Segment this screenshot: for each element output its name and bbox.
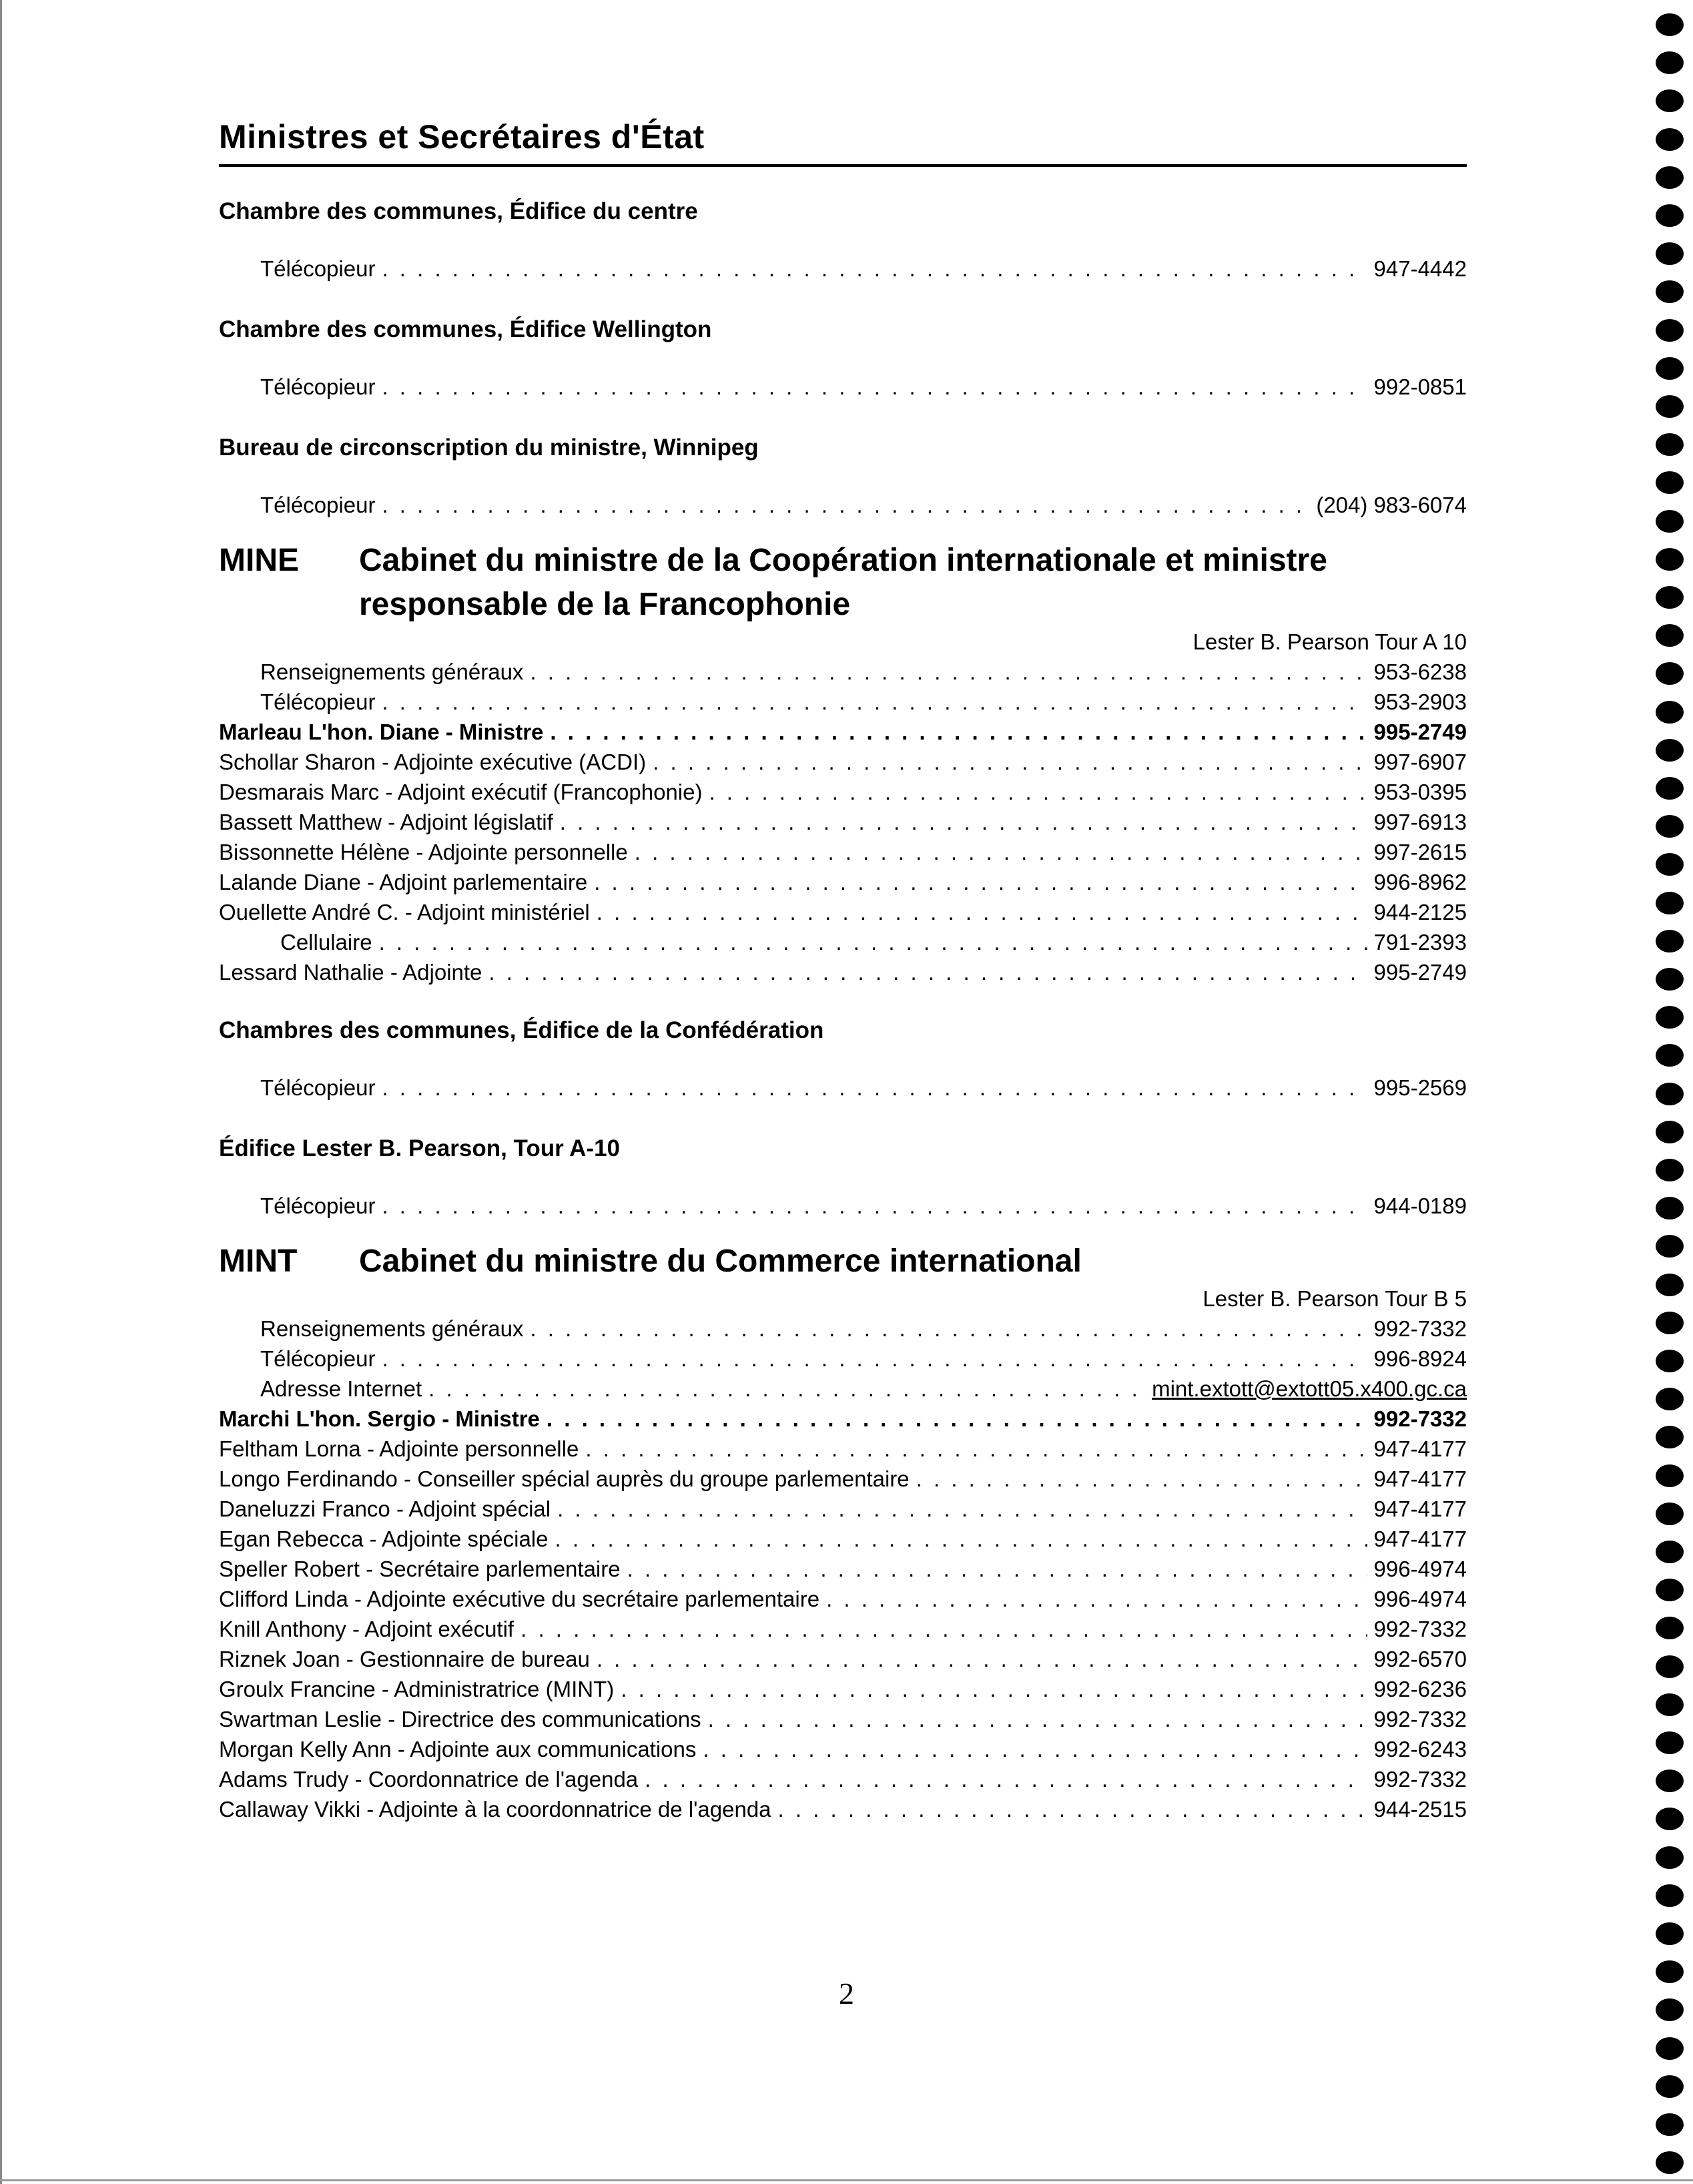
row-phone: 992-6570 [1373,1647,1467,1671]
binding-hole [1656,1579,1684,1601]
binding-hole [1656,2037,1684,2060]
dot-leader [382,490,1309,520]
dot-leader [379,927,1367,957]
row-label: Longo Ferdinando - Conseiller spécial auprès du groupe parlementaire [219,1466,910,1491]
org-code: MINT [219,1244,298,1279]
dot-leader [555,1524,1367,1554]
binding-hole [1656,166,1684,189]
subsection-winnipeg-block [219,431,1467,520]
directory-row [219,1614,1467,1644]
dot-leader [653,747,1367,777]
binding-holes [1652,0,1689,2184]
row-phone: (204) 983-6074 [1316,493,1467,517]
row-phone: 995-2569 [1373,1075,1467,1100]
row-phone: 953-6238 [1373,659,1467,684]
row-phone: 791-2393 [1373,930,1467,954]
binding-hole [1656,1541,1684,1563]
row-label: Ouellette André C. - Adjoint ministériel [219,900,590,924]
binding-hole [1656,1884,1684,1907]
directory-row [219,1524,1467,1554]
org-heading [219,1240,1467,1284]
binding-hole [1656,701,1684,724]
fax-row [219,1191,1467,1221]
subsection-heading: Chambre des communes, Édifice Wellington [219,316,712,342]
dot-leader [530,657,1367,687]
row-phone: 947-4442 [1373,256,1467,281]
directory-row [219,1674,1467,1704]
row-label: Speller Robert - Secrétaire parlementaire [219,1557,621,1581]
subsection-pearson-block [219,1132,1467,1221]
binding-hole [1656,662,1684,685]
dot-leader [594,867,1367,897]
row-phone: 953-0395 [1373,780,1467,804]
binding-hole [1656,1846,1684,1869]
row-label: Bissonnette Hélène - Adjointe personnelle [219,840,628,864]
directory-row [219,1584,1467,1614]
binding-hole [1656,1998,1684,2021]
binding-hole [1656,853,1684,876]
row-label: Adams Trudy - Coordonnatrice de l'agenda [219,1767,639,1792]
binding-hole [1656,242,1684,265]
directory-row [219,1704,1467,1734]
subsection-heading: Chambre des communes, Édifice du centre [219,198,698,224]
dot-leader [645,1764,1367,1794]
row-label: Swartman Leslie - Directrice des communications [219,1707,701,1731]
row-phone: 992-7332 [1373,1767,1467,1792]
row-phone: 995-2749 [1373,720,1467,744]
binding-hole [1656,1769,1684,1792]
directory-row [219,1764,1467,1794]
dot-leader [708,1704,1367,1734]
binding-hole [1656,1388,1684,1410]
org-code: MINE [219,543,299,578]
internet-address-link[interactable]: mint.extott@extott05.x400.gc.ca [1152,1376,1467,1401]
binding-hole [1656,1922,1684,1945]
directory-row [219,1644,1467,1674]
page-number: 2 [839,1976,854,2010]
org-name: Cabinet du ministre du Commerce international [359,1244,1082,1279]
directory-row [219,837,1467,867]
dot-leader [597,1644,1367,1674]
row-phone: 992-7332 [1373,1617,1467,1641]
binding-hole [1656,548,1684,571]
binding-hole [1656,1693,1684,1716]
fax-row [219,1073,1467,1103]
binding-hole [1656,1312,1684,1334]
dot-leader [382,1191,1367,1221]
org-location: Lester B. Pearson Tour A 10 [1193,629,1467,654]
row-label: Callaway Vikki - Adjointe à la coordonnatrice de l'agenda [219,1797,771,1822]
binding-hole [1656,1464,1684,1487]
dot-leader [547,1404,1367,1434]
row-label: Knill Anthony - Adjoint exécutif [219,1617,515,1641]
directory-row [219,747,1467,777]
binding-hole [1656,1121,1684,1143]
row-label: Marleau L'hon. Diane - Ministre [219,720,544,744]
fax-row [219,254,1467,284]
row-label: Morgan Kelly Ann - Adjointe aux communications [219,1737,697,1761]
row-phone: 947-4177 [1373,1527,1467,1551]
row-label: Télécopieur [260,256,376,281]
directory-row [219,957,1467,987]
row-phone: 953-2903 [1373,690,1467,714]
dot-leader [382,372,1367,402]
directory-row [219,807,1467,837]
binding-hole [1656,1083,1684,1105]
directory-row [219,777,1467,807]
row-phone: 996-8962 [1373,870,1467,894]
row-phone: 992-6236 [1373,1677,1467,1701]
dot-leader [382,1073,1367,1103]
dot-leader [521,1614,1367,1644]
fax-row [219,372,1467,402]
binding-hole [1656,1235,1684,1258]
dot-leader [778,1794,1367,1824]
binding-hole [1656,930,1684,952]
row-label: Lalande Diane - Adjoint parlementaire [219,870,588,894]
directory-row [219,897,1467,927]
binding-hole [1656,2075,1684,2098]
org-section-mint [219,1240,1467,1824]
dot-leader [550,717,1367,747]
dot-leader [585,1434,1367,1464]
binding-hole [1656,395,1684,418]
row-label: Renseignements généraux [260,1316,524,1341]
row-phone: 944-0189 [1373,1193,1467,1218]
directory-row [219,867,1467,897]
subsection-wellington-block [219,313,1467,402]
binding-hole [1656,1274,1684,1296]
dot-leader [382,254,1367,284]
binding-hole [1656,1731,1684,1754]
row-phone: 947-4177 [1373,1496,1467,1521]
subsection-heading: Édifice Lester B. Pearson, Tour A-10 [219,1135,620,1161]
row-phone: 944-2515 [1373,1797,1467,1822]
dot-leader [557,1494,1367,1524]
directory-row [219,927,1467,957]
scan-edge-line [0,0,2,2184]
dot-leader [709,777,1367,807]
binding-hole [1656,1617,1684,1639]
row-phone: 995-2749 [1373,960,1467,985]
row-label: Daneluzzi Franco - Adjoint spécial [219,1496,551,1521]
row-label: Marchi L'hon. Sergio - Ministre [219,1406,540,1431]
dot-leader [635,837,1367,867]
dot-leader [597,897,1367,927]
binding-hole [1656,357,1684,380]
binding-hole [1656,13,1684,36]
dot-leader [428,1374,1145,1404]
row-phone: 992-7332 [1373,1406,1467,1431]
dot-leader [382,687,1367,717]
org-heading [219,539,1467,627]
row-label: Télécopieur [260,690,376,714]
row-label: Egan Rebecca - Adjointe spéciale [219,1527,549,1551]
binding-hole [1656,815,1684,838]
row-label: Groulx Francine - Administratrice (MINT) [219,1677,615,1701]
binding-hole [1656,1960,1684,1983]
row-label: Clifford Linda - Adjointe exécutive du secrétaire parlementaire [219,1587,820,1611]
binding-hole [1656,968,1684,991]
binding-hole [1656,1350,1684,1372]
dot-leader [530,1314,1367,1344]
row-label: Télécopieur [260,1193,376,1218]
row-label: Télécopieur [260,493,376,517]
directory-row [219,1494,1467,1524]
row-label: Bassett Matthew - Adjoint législatif [219,810,553,834]
binding-hole [1656,624,1684,647]
row-label: Adresse Internet [260,1376,422,1401]
binding-hole [1656,51,1684,74]
binding-hole [1656,1006,1684,1029]
binding-hole [1656,777,1684,800]
row-phone: 992-7332 [1373,1316,1467,1341]
row-phone: 997-6913 [1373,810,1467,834]
subsection-confederation-block [219,1014,1467,1103]
directory-row [219,687,1467,717]
row-label: Télécopieur [260,374,376,399]
page-title: Ministres et Secrétaires d'État [219,113,1467,167]
binding-hole [1656,204,1684,227]
directory-row [219,717,1467,747]
row-phone: 996-4974 [1373,1587,1467,1611]
binding-hole [1656,1426,1684,1448]
page-content [219,113,1467,1827]
row-label: Schollar Sharon - Adjointe exécutive (ACDI) [219,750,647,774]
directory-row [219,1794,1467,1824]
dot-leader [488,957,1367,987]
binding-hole [1656,1197,1684,1219]
row-phone: 997-6907 [1373,750,1467,774]
row-label: Cellulaire [280,930,372,954]
dot-leader [560,807,1367,837]
directory-row [219,1374,1467,1404]
row-phone: 996-8924 [1373,1346,1467,1371]
row-phone: 992-6243 [1373,1737,1467,1761]
dot-leader [703,1734,1367,1764]
dot-leader [826,1584,1367,1614]
directory-row [219,1554,1467,1584]
row-phone: 947-4177 [1373,1466,1467,1491]
subsection-centre-block [219,195,1467,284]
fax-row [219,490,1467,520]
binding-hole [1656,89,1684,112]
row-phone: 992-0851 [1373,374,1467,399]
directory-row [219,657,1467,687]
dot-leader [627,1554,1367,1584]
directory-row [219,1344,1467,1374]
row-phone: 996-4974 [1373,1557,1467,1581]
binding-hole [1656,892,1684,914]
binding-hole [1656,586,1684,609]
row-phone: 944-2125 [1373,900,1467,924]
subsection-heading: Bureau de circonscription du ministre, Winnipeg [219,435,759,461]
directory-row [219,1434,1467,1464]
row-label: Télécopieur [260,1346,376,1371]
row-phone: 992-7332 [1373,1707,1467,1731]
subsection-heading: Chambres des communes, Édifice de la Confédération [219,1017,824,1043]
row-label: Riznek Joan - Gestionnaire de bureau [219,1647,590,1671]
directory-row [219,1734,1467,1764]
binding-hole [1656,510,1684,533]
binding-hole [1656,1159,1684,1181]
binding-hole [1656,1503,1684,1525]
dot-leader [916,1464,1367,1494]
row-label: Télécopieur [260,1075,376,1100]
binding-hole [1656,1655,1684,1678]
org-name: Cabinet du ministre de la Coopération internationale et ministre responsable de la Francophonie [359,543,1327,622]
binding-hole [1656,128,1684,151]
binding-hole [1656,1044,1684,1067]
directory-row [219,1464,1467,1494]
directory-row [219,1404,1467,1434]
dot-leader [382,1344,1367,1374]
row-label: Lessard Nathalie - Adjointe [219,960,482,985]
row-label: Desmarais Marc - Adjoint exécutif (Francophonie) [219,780,703,804]
row-label: Renseignements généraux [260,659,524,684]
binding-hole [1656,2151,1684,2174]
row-label: Feltham Lorna - Adjointe personnelle [219,1436,579,1461]
binding-hole [1656,319,1684,342]
binding-hole [1656,2113,1684,2136]
binding-hole [1656,280,1684,303]
scan-edge-line [0,2179,1693,2181]
directory-row [219,1314,1467,1344]
row-phone: 947-4177 [1373,1436,1467,1461]
binding-hole [1656,739,1684,762]
row-phone: 997-2615 [1373,840,1467,864]
binding-hole [1656,471,1684,494]
org-section-mine [219,539,1467,1221]
binding-hole [1656,433,1684,456]
org-location: Lester B. Pearson Tour B 5 [1203,1286,1467,1311]
binding-hole [1656,1808,1684,1830]
dot-leader [621,1674,1367,1704]
